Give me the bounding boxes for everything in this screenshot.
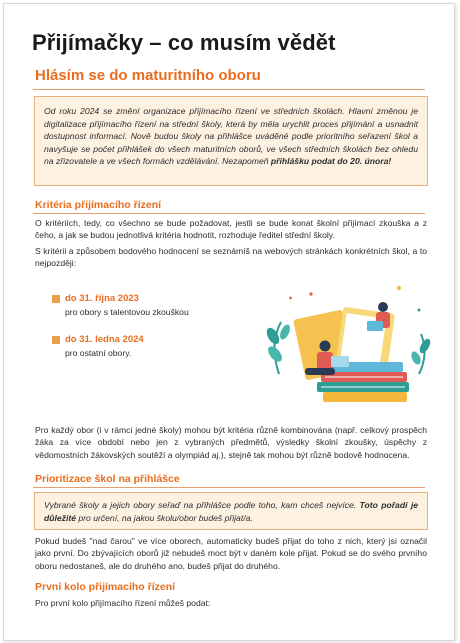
- criteria-heading: Kritéria přijímacího řízení: [35, 199, 162, 211]
- first-round-paragraph: Pro první kolo přijímacího řízení můžeš podat:: [35, 598, 211, 608]
- intro-text: Od roku 2024 se změní organizace přijímacího řízení ve středních školách. Hlavní změnou je digitalizace přijímacího řízení na střední školy, která by měla urychlit proces přijímání a usnadnit dostupnost informací. Nově budou školy na přihlášce uváděné podle prioritního seřazení škol a navyšuje se počet přihlášek do všech maturitních oborů, ve všech středních školách bez ohledu na zřizovatele a ve všech formách vzdělávání. Nezapomeň: [44, 106, 418, 166]
- deadline-description: pro obory s talentovou zkouškou: [65, 307, 189, 317]
- intro-emphasis: přihlášku podat do 20. února!: [270, 156, 392, 166]
- criteria-paragraph-3: Pro každý obor (i v rámci jedné školy) mohou být kritéria různě kombinována (např. celkový prospěch žáka za více období nebo jen z vybraných předmětů, výsledky školní zkoušky, úspěchy z vědomostních žákovských soutěží a olympiád aj.), stejně tak mohou být různě bodově hodnocena.: [35, 425, 427, 460]
- priority-paragraph: Pokud budeš "nad čarou" ve více oborech, automaticky budeš přijat do toho z nich, který jsi označil jako první. Do zbývajících oborů již nebudeš moct být v daném kole přijat. Pokud se do svého prvního oboru nedostaneš, ale do druhého ano, budeš přijat do druhého.: [35, 536, 427, 571]
- criteria-rule: [33, 213, 425, 214]
- priority-rule: [33, 487, 425, 488]
- priority-box-text: Vybrané školy a jejich obory seřaď na přihlášce podle toho, kam chceš nejvíce.: [44, 500, 360, 510]
- heading-rule: [33, 89, 425, 90]
- document-page: [3, 3, 455, 641]
- students-on-books-illustration: [259, 274, 434, 406]
- deadline-date: do 31. ledna 2024: [65, 334, 144, 345]
- square-bullet-icon: [52, 336, 60, 344]
- priority-heading: Prioritizace škol na přihlášce: [35, 473, 180, 485]
- priority-info-box: [34, 492, 428, 530]
- deadline-date: do 31. října 2023: [65, 293, 139, 304]
- first-round-heading: První kolo přijímacího řízení: [35, 581, 176, 593]
- intro-info-box: [34, 96, 428, 186]
- criteria-paragraph-1: O kritériích, tedy, co všechno se bude požadovat, jestli se bude konat školní přijímací zkouška a z čeho, a jak se budou jednotlivá kritéria hodnotit, rozhoduje ředitel střední školy.: [35, 218, 427, 241]
- page-title: Přijímačky – co musím vědět: [32, 30, 336, 55]
- priority-box-emphasis: Toto pořadí je důležité: [44, 500, 418, 523]
- deadline-description: pro ostatní obory.: [65, 348, 132, 358]
- square-bullet-icon: [52, 295, 60, 303]
- section-heading: Hlásím se do maturitního oboru: [35, 67, 261, 84]
- priority-box-text-end: pro určení, na jakou školu/obor budeš přijat/a.: [76, 512, 253, 523]
- criteria-paragraph-2: S kritérii a způsobem bodového hodnocení se seznámíš na webových stránkách konkrétních škol, a to nejpozději:: [35, 246, 427, 269]
